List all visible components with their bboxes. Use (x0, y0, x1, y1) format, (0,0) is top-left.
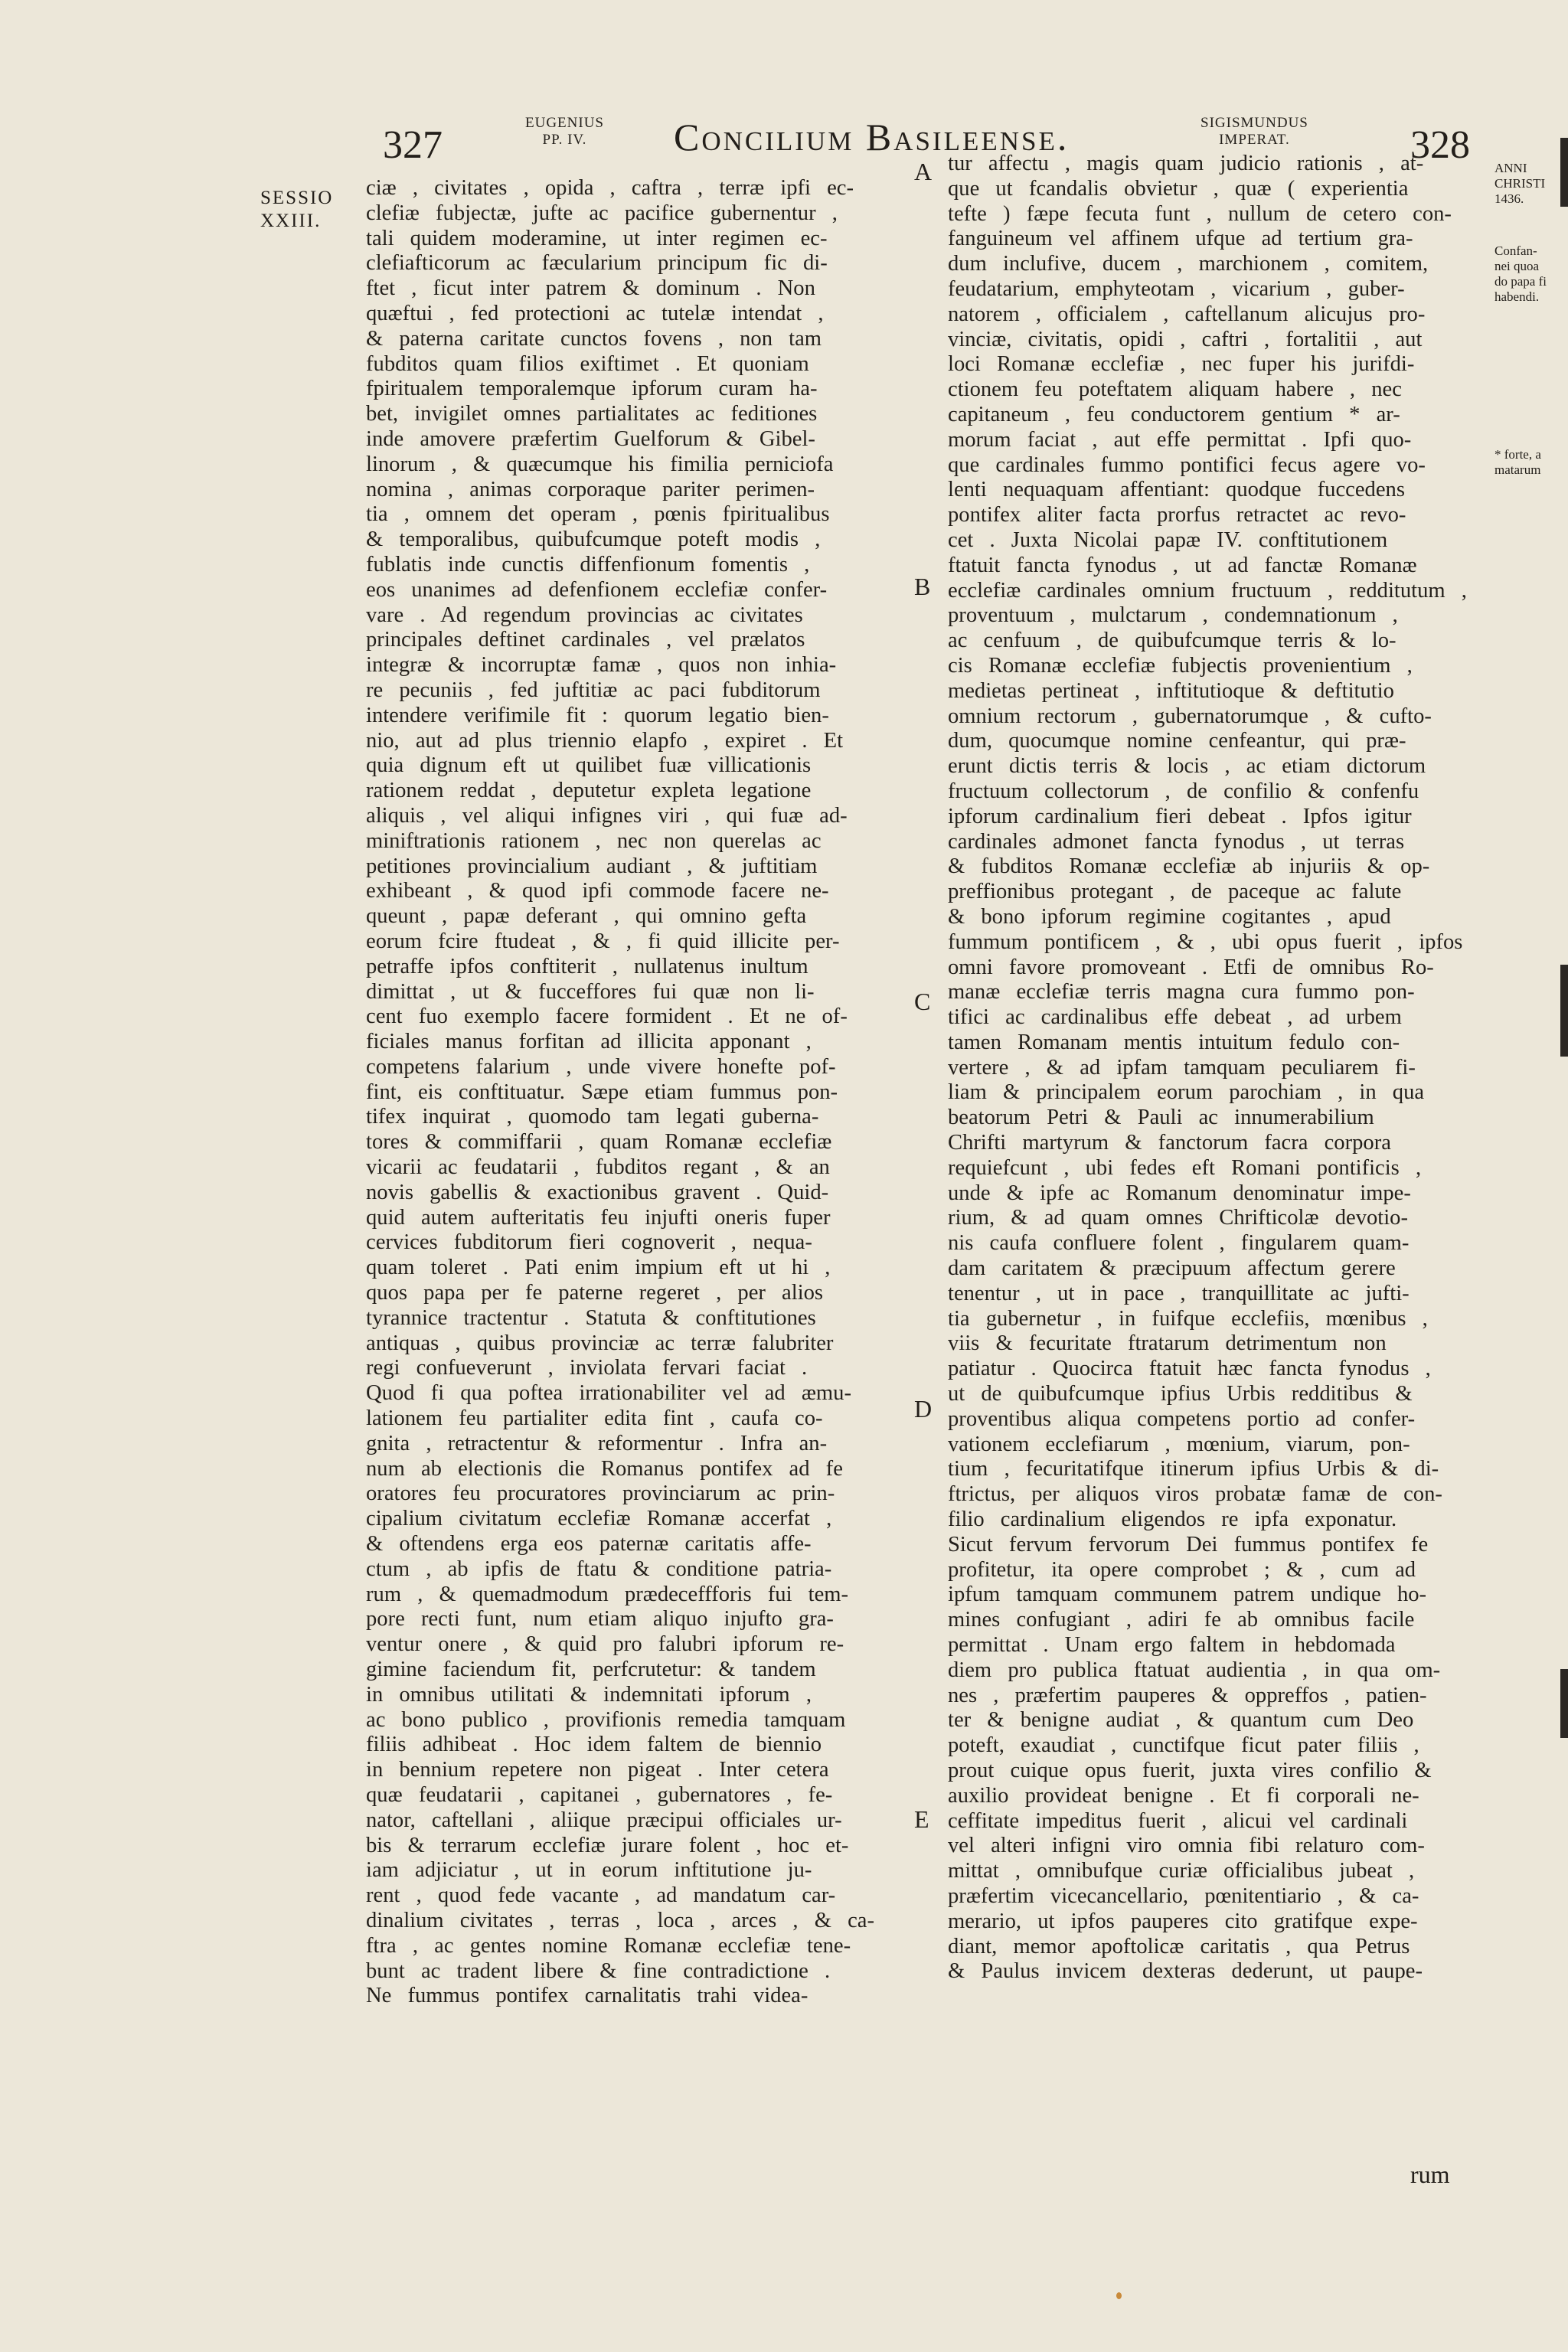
running-head-line: EUGENIUS (525, 115, 604, 131)
text-line: que cardinales fummo pontifici fecus agere vo- (948, 452, 1426, 477)
text-line: liam & principalem eorum parochiam , in qua (948, 1080, 1425, 1105)
text-line: cervices fubditorum fieri cognoverit , nequa- (366, 1230, 812, 1255)
text-line: miniftrationis rationem , nec non querelas ac (366, 828, 822, 853)
text-line: dimittat , ut & fucceffores fui quæ non li- (366, 979, 815, 1004)
text-line: diem pro publica ftatuat audientia , in qua om- (948, 1658, 1441, 1682)
text-line: exhibeant , & quod ipfi commode facere ne- (366, 879, 829, 903)
running-head-line: PP. IV. (542, 132, 587, 148)
year-note-line: ANNI (1494, 161, 1527, 175)
text-line: cet . Juxta Nicolai papæ IV. conftitutionem (948, 528, 1388, 552)
text-line: vare . Ad regendum provincias ac civitates (366, 603, 803, 627)
text-line: eorum fcire ftudeat , & , fi quid illicite per- (366, 929, 840, 953)
text-line: nio, aut ad plus triennio elapfo , expiret . Et (366, 728, 844, 753)
session-label-line: XXIII. (260, 211, 322, 231)
text-line: ficiales manus forfitan ad illicita apponant , (366, 1030, 812, 1054)
text-line: vel alteri infigni viro omnia fibi relaturo com- (948, 1834, 1425, 1858)
text-line: tur affectu , magis quam judicio rationis , at- (948, 152, 1424, 175)
section-marker-e: E (914, 1805, 929, 1833)
text-line: principales deftinet cardinales , vel prælatos (366, 628, 805, 652)
text-line: fint, eis conftituatur. Sæpe etiam fummus pon- (366, 1080, 838, 1104)
text-line: ventur onere , & quid pro falubri ipforum re- (366, 1632, 844, 1657)
marginal-note-line: Confan- (1494, 243, 1537, 258)
text-line: tium , fecuritatifque itinerum ipfius Urbis & di- (948, 1457, 1439, 1481)
text-line: & temporalibus, quibufcumque poteft modis , (366, 528, 821, 552)
text-line: antiquas , quibus provinciæ ac terræ falubriter (366, 1331, 834, 1355)
text-line: in bennium repetere non pigeat . Inter cetera (366, 1758, 829, 1782)
text-line: proventuum , mulctarum , condemnationum , (948, 603, 1398, 628)
marginal-note (1494, 243, 1547, 305)
section-marker-b: B (914, 573, 931, 600)
text-line: fanguineum vel affinem ufque ad tertium gra- (948, 227, 1413, 251)
text-line: erunt dictis terris & locis , ac etiam dictorum (948, 754, 1426, 779)
text-line: tefte ) fæpe fecuta funt , nullum de cetero con- (948, 201, 1452, 226)
text-line: ceffitate impeditus fuerit , alicui vel cardinali (948, 1808, 1408, 1833)
text-line: cis Romanæ ecclefiæ fubjectis provenientium , (948, 653, 1413, 678)
text-line: omnium rectorum , gubernatorumque , & cufto- (948, 704, 1432, 728)
text-line: tenentur , ut in pace , tranquillitate ac jufti- (948, 1281, 1410, 1305)
text-line: proventibus aliqua competens portio ad confer- (948, 1406, 1416, 1431)
text-line: petraffe ipfos conftiterit , nullatenus inultum (366, 954, 808, 978)
text-line: dinalium civitates , terras , loca , arces , & ca- (366, 1908, 874, 1932)
text-line: Chrifti martyrum & fanctorum facra corpora (948, 1131, 1391, 1155)
text-line: competens falarium , unde vivere honefte pof- (366, 1054, 836, 1079)
marginal-note-line: nei quoa (1494, 259, 1540, 273)
text-line: re pecuniis , fed juftitiæ ac paci fubditorum (366, 678, 821, 702)
section-marker-a: A (914, 158, 933, 185)
text-line: diant, memor apoftolicæ caritatis , qua Petrus (948, 1934, 1410, 1958)
text-line: ipforum cardinalium fieri debeat . Ipfos igitur (948, 804, 1412, 828)
marginal-footnote-line: matarum (1494, 462, 1541, 477)
text-line: morum faciat , aut effe permittat . Ipfi quo- (948, 427, 1412, 452)
text-line: mines confugiant , adiri fe ab omnibus facile (948, 1608, 1415, 1632)
text-line: nator, caftellani , aliique præcipui officiales ur- (366, 1808, 842, 1832)
text-line: cent fuo exemplo facere formident . Et ne of- (366, 1004, 848, 1029)
left-text-column (366, 176, 899, 2009)
text-line: & fubditos Romanæ ecclefiæ ab injuriis & op- (948, 854, 1430, 879)
text-line: medietas pertineat , inftitutioque & deftitutio (948, 678, 1394, 703)
text-line: unde & ipfe ac Romanum denominatur impe- (948, 1181, 1411, 1205)
year-note-line: CHRISTI (1494, 176, 1546, 191)
section-marker-d: D (914, 1395, 933, 1423)
text-line: gimine faciendum fit, perfcrutetur: & tandem (366, 1658, 816, 1682)
catchword: rum (1410, 2161, 1450, 2188)
right-running-head (1200, 115, 1308, 149)
text-line: clefiæ fubjectæ, jufte ac pacifice gubernentur , (366, 201, 838, 225)
text-line: permittat . Unam ergo faltem in hebdomada (948, 1633, 1396, 1658)
text-line: beatorum Petri & Pauli ac innumerabilium (948, 1106, 1374, 1130)
text-line: bet, invigilet omnes partialitates ac feditiones (366, 402, 818, 426)
page-edge-shadow (1560, 965, 1568, 1057)
text-line: lationem feu partialiter edita fint , caufa co- (366, 1406, 823, 1431)
text-line: quam toleret . Pati enim impium eft ut hi , (366, 1256, 831, 1280)
text-line: præfertim vicecancellario, pœnitentiario , & ca- (948, 1883, 1419, 1908)
text-line: bis & terrarum ecclefiæ jurare folent , hoc et- (366, 1833, 849, 1857)
text-line: nes , præfertim pauperes & oppreffos , patien- (948, 1683, 1427, 1707)
text-line: Quod fi qua poftea irrationabiliter vel ad æmu- (366, 1381, 851, 1406)
text-line: num ab electionis die Romanus pontifex ad fe (366, 1456, 843, 1481)
text-line: regi confueverunt , inviolata fervari faciat . (366, 1356, 808, 1380)
text-line: fublatis inde cunctis diffenfionum fomentis , (366, 552, 810, 577)
text-line: tifex inquirat , quomodo tam legati guberna- (366, 1105, 819, 1129)
text-line: rationem reddat , deputetur expleta legatione (366, 779, 812, 803)
text-line: in omnibus utilitati & indemnitati ipforum , (366, 1682, 812, 1707)
text-line: tifici ac cardinalibus effe debeat , ad urbem (948, 1005, 1402, 1030)
text-line: & bono ipforum regimine cogitantes , apud (948, 904, 1391, 929)
text-line: nomina , animas corporaque pariter perimen- (366, 477, 815, 501)
text-line: queunt , papæ deferant , qui omnino gefta (366, 904, 807, 929)
text-line: tyrannice tractentur . Statuta & conftitutiones (366, 1305, 816, 1330)
text-line: feudatarium, emphyteotam , vicarium , guber- (948, 276, 1405, 301)
text-line: inde amovere præfertim Guelforum & Gibel- (366, 426, 815, 451)
text-line: iam adjiciatur , ut in eorum inftitutione ju- (366, 1858, 812, 1883)
text-line: dum, quocumque nomine cenfeantur, qui præ- (948, 729, 1406, 753)
text-line: natorem , officialem , caftellanum alicujus pro- (948, 302, 1426, 326)
text-line: intendere verifimile fit : quorum legatio bien- (366, 703, 829, 727)
text-line: vicarii ac feudatarii , fubditos regant , & an (366, 1155, 830, 1180)
text-line: poteft, exaudiat , cunctifque ficut pater filiis , (948, 1733, 1419, 1758)
marginal-footnote (1494, 447, 1541, 478)
text-line: eos unanimes ad defenfionem ecclefiæ confer- (366, 577, 828, 602)
text-line: rent , quod fede vacante , ad mandatum car- (366, 1883, 836, 1908)
text-line: vationem ecclefiarum , mœnium, viarum, pon- (948, 1432, 1410, 1456)
text-line: ipfum tamquam communem patrem undique ho- (948, 1583, 1427, 1607)
text-line: tali quidem moderamine, ut inter regimen ec- (366, 226, 828, 250)
marginal-note-line: do papa fi (1494, 274, 1547, 289)
text-line: mittat , omnibufque curiæ officialibus jubeat , (948, 1859, 1415, 1883)
text-line: capitaneum , feu conductorem gentium * ar- (948, 402, 1400, 426)
text-line: pontifex aliter facta prorfus retractet ac revo- (948, 503, 1406, 528)
text-line: vinciæ, civitatis, opidi , caftri , fortalitii , aut (948, 327, 1423, 351)
text-line: ftra , ac gentes nomine Romanæ ecclefiæ tene- (366, 1933, 851, 1958)
text-line: integræ & incorruptæ famæ , quos non inhia- (366, 653, 837, 678)
text-line: fubditos quam filios exiftimet . Et quoniam (366, 351, 809, 376)
text-line: quos papa per fe paterne regeret , per alios (366, 1281, 824, 1305)
text-line: ac bono publico , provifionis remedia tamquam (366, 1707, 846, 1732)
text-line: quæftui , fed protectioni ac tutelæ intendat , (366, 301, 824, 325)
page-title: Concilium Basileense. (674, 116, 1070, 158)
text-line: nis caufa confluere folent , fingularem quam- (948, 1231, 1410, 1256)
text-line: rum , & quemadmodum prædeceffforis fui tem- (366, 1582, 849, 1606)
right-page-number: 328 (1410, 123, 1470, 167)
text-line: quæ feudatarii , capitanei , gubernatores , fe- (366, 1783, 833, 1807)
text-line: ftet , ficut inter patrem & dominum . Non (366, 276, 815, 301)
text-line: ac cenfuum , de quibufcumque terris & lo- (948, 629, 1396, 653)
text-line: ctionem feu poteftatem aliquam habere , nec (948, 377, 1402, 402)
text-line: profitetur, ita opere comprobet ; & , cum ad (948, 1557, 1416, 1582)
running-head-line: IMPERAT. (1219, 132, 1290, 148)
text-line: & Paulus invicem dexteras dederunt, ut paupe- (948, 1959, 1423, 1984)
session-label-line: SESSIO (260, 188, 334, 208)
text-line: linorum , & quæcumque his fimilia perniciofa (366, 452, 834, 476)
text-line: patiatur . Quocirca ftatuit hæc fancta fynodus , (948, 1357, 1431, 1381)
year-note-line: 1436. (1494, 191, 1524, 206)
text-line: filio cardinalium eligendos re ipfa exponatur. (948, 1508, 1397, 1532)
text-line: manæ ecclefiæ terris magna cura fummo pon- (948, 980, 1415, 1004)
text-line: aliquis , vel aliqui infignes viri , qui fuæ ad- (366, 803, 848, 828)
text-line: lenti nequaquam affentiant: quodque fuccedens (948, 478, 1405, 502)
text-line: pore recti funt, num etiam aliquo injufto gra- (366, 1607, 834, 1632)
right-text-column (948, 152, 1481, 1984)
text-line: ciæ , civitates , opida , caftra , terræ ipfi ec- (366, 176, 854, 200)
text-line: requiefcunt , ubi fedes eft Romani pontificis , (948, 1155, 1422, 1180)
text-line: gnita , retractentur & reformentur . Infra an- (366, 1431, 828, 1455)
page-edge-shadow (1560, 1669, 1568, 1738)
text-line: novis gabellis & exactionibus gravent . Quid- (366, 1180, 829, 1204)
text-line: que ut fcandalis obvietur , quæ ( experientia (948, 176, 1409, 201)
running-head-line: SIGISMUNDUS (1200, 115, 1308, 131)
ink-spot (1116, 2292, 1122, 2299)
text-line: vertere , & ad ipfam tamquam peculiarem fi- (948, 1055, 1416, 1080)
text-line: fructuum collectorum , de confilio & confenfu (948, 779, 1419, 803)
text-line: petitiones provincialium audiant , & juftitiam (366, 854, 818, 878)
text-line: ftrictus, per aliquos viros probatæ famæ de con- (948, 1482, 1442, 1507)
text-line: Sicut fervum fervorum Dei fummus pontifex fe (948, 1532, 1429, 1557)
session-label (260, 187, 333, 233)
text-line: filiis adhibeat . Hoc idem faltem de biennio (366, 1733, 822, 1757)
text-line: loci Romanæ ecclefiæ , nec fuper his jurifdi- (948, 352, 1415, 377)
text-line: prout cuique opus fuerit, juxta vires confilio & (948, 1759, 1432, 1782)
text-line: fummum pontificem , & , ubi opus fuerit , ipfos (948, 929, 1463, 954)
text-line: ctum , ab ipfis de ftatu & conditione patria- (366, 1557, 832, 1581)
text-line: preffionibus protegant , de paceque ac falute (948, 880, 1402, 904)
text-line: tia , omnem det operam , pœnis fpiritualibus (366, 502, 830, 527)
text-line: dum inclufive, ducem , marchionem , comitem, (948, 252, 1429, 276)
text-line: quia dignum eft ut quilibet fuæ villicationis (366, 753, 812, 778)
text-line: omni favore promoveant . Etfi de omnibus Ro- (948, 955, 1434, 979)
left-running-head (525, 115, 604, 149)
text-line: cardinales admonet fancta fynodus , ut terras (948, 829, 1405, 854)
text-line: & oftendens erga eos paternæ caritatis affe- (366, 1532, 812, 1557)
text-line: merario, ut ipfos pauperes cito gratifque expe- (948, 1909, 1418, 1933)
text-line: viis & fecuritate ftratarum detrimentum non (948, 1331, 1387, 1356)
text-line: ut de quibufcumque ipfius Urbis redditibus & (948, 1382, 1413, 1406)
marginal-footnote-line: * forte, a (1494, 447, 1541, 462)
text-line: cipalium civitatum ecclefiæ Romanæ accerfat , (366, 1507, 832, 1531)
text-line: tores & commiffarii , quam Romanæ ecclefiæ (366, 1130, 832, 1155)
marginal-note-line: habendi. (1494, 289, 1540, 304)
text-line: tamen Romanam mentis intuitum fedulo con- (948, 1030, 1400, 1054)
text-line: & paterna caritate cunctos fovens , non tam (366, 326, 822, 351)
text-line: bunt ac tradent libere & fine contradictione . (366, 1958, 831, 1983)
text-line: ecclefiæ cardinales omnium fructuum , redditutum , (948, 578, 1467, 603)
text-line: fpiritualem temporalemque ipforum curam ha- (366, 377, 818, 401)
text-line: rium, & ad quam omnes Chrifticolæ devotio- (948, 1206, 1408, 1230)
text-line: clefiafticorum ac fæcularium principum fic di- (366, 251, 828, 276)
text-line: oratores feu procuratores provinciarum ac prin- (366, 1481, 835, 1506)
text-line: dam caritatem & præcipuum affectum gerere (948, 1256, 1396, 1281)
text-line: tia gubernetur , in fuifque ecclefiis, mœnibus , (948, 1306, 1428, 1331)
section-marker-c: C (914, 988, 931, 1015)
left-page-number: 327 (383, 123, 443, 167)
text-line: ftatuit fancta fynodus , ut ad fanctæ Romanæ (948, 553, 1417, 577)
text-line: quid autem aufteritatis feu injufti oneris fuper (366, 1205, 831, 1230)
year-note (1494, 161, 1545, 207)
page-edge-shadow (1560, 138, 1568, 207)
text-line: auxilio provideat benigne . Et fi corporali ne- (948, 1783, 1419, 1808)
text-line: ter & benigne audiat , & quantum cum Deo (948, 1708, 1414, 1733)
text-line: Ne fummus pontifex carnalitatis trahi videa- (366, 1984, 808, 2008)
